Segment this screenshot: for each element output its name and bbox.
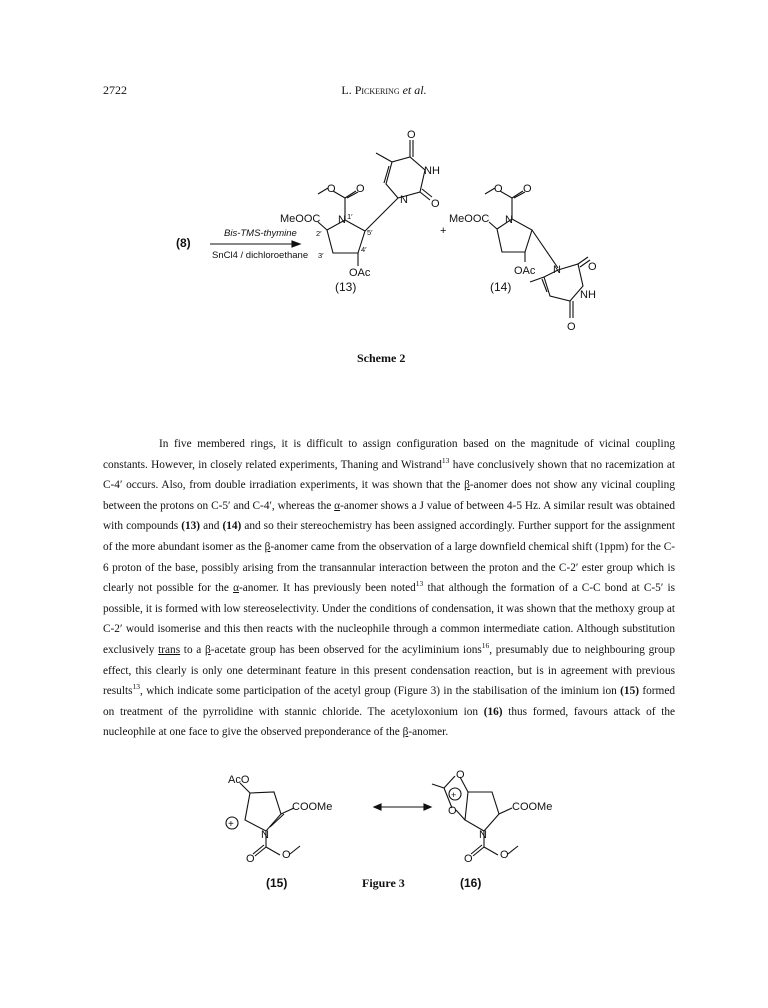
c13-number: (13) [335, 280, 357, 294]
text-run: thus formed, favours attack of the nucleophile at one face to give the observed preponderance of the [103, 705, 675, 739]
c14-meooc: MeOOC [449, 213, 490, 225]
c13-pos2: 2′ [316, 229, 322, 238]
running-head-et-al: et al. [402, 83, 427, 97]
c16-o-ester: O [500, 849, 509, 861]
c13-n-label: N [338, 214, 346, 226]
text-run: -anomer. [408, 726, 449, 739]
c16-o-carbonyl: O [464, 853, 473, 865]
underlined-term: β [264, 540, 271, 553]
c14-base-nh: NH [580, 289, 596, 301]
running-head-author: L. Pickering [341, 83, 400, 97]
text-run: and so their stereochemistry has been assigned accordingly. Further support for the assignment of the more abundant isomer as the [103, 520, 675, 553]
c13-base-n: N [400, 194, 408, 206]
text-run: -anomer came from the observation of a large downfield chemical shift (1ppm) for the C-6 proton of the base, possibly arising from the transannular interaction between the proton and the C-2′ ester group which is clearly not possible for the [103, 540, 675, 595]
underlined-term: α [233, 582, 239, 595]
figure-3 [0, 750, 768, 890]
reagent-top: Bis-TMS-thymine [224, 228, 297, 239]
reference-superscript: 13 [415, 579, 424, 589]
c14-o-carbonyl: O [523, 183, 532, 195]
c13-base-nh: NH [424, 165, 440, 177]
compound-reference: (15) [620, 685, 639, 698]
text-run: and [200, 520, 223, 533]
compound-reference: (16) [483, 705, 503, 718]
c15-aco: AcO [228, 774, 250, 786]
reagent-bottom: SnCl4 / dichloroethane [212, 250, 309, 261]
text-run: -anomer. It has previously been noted [238, 582, 416, 595]
c14-o-ester: O [494, 183, 503, 195]
c13-meooc: MeOOC [280, 213, 321, 225]
c16-n: N [479, 829, 487, 841]
text-run: , which indicate some participation of the acetyl group (Figure 3) in the stabilisation of the iminium ion [140, 685, 621, 698]
page-number: 2722 [103, 83, 127, 97]
c13-o-carbonyl: O [356, 183, 365, 195]
c16-number: (16) [460, 876, 482, 890]
text-run: -anomer does not show any vicinal coupling between the protons on C-5′ and C-4′, whereas the [103, 479, 675, 512]
c16-o-top: O [456, 769, 465, 781]
underlined-term: β [204, 643, 211, 656]
text-run: -acetate group has been observed for the acyliminium ions [210, 643, 482, 656]
scheme-2-figure [0, 0, 768, 380]
c16-coome: COOMe [512, 801, 553, 813]
c13-pos4: 4′ [361, 245, 367, 254]
body-paragraph [103, 434, 675, 743]
text-run: that although the formation of a C-C bond at C-5′ is possible, it is formed with low stereoselectivity. Under the conditions of condensation, it was shown that the methoxy group at C-2′ would isomerise and this then reacts with the nucleophile through a common intermediate cation. Although substitution exclusively [103, 582, 675, 656]
c13-pos5: 5′ [367, 228, 373, 237]
text-run: formed on treatment of the pyrrolidine with stannic chloride. The acetyloxonium ion [103, 685, 675, 718]
c14-base-o: O [588, 261, 597, 273]
figure-3-caption: Figure 3 [362, 876, 405, 890]
c16-o-left: O [448, 805, 457, 817]
reference-superscript: 13 [132, 682, 140, 692]
c14-number: (14) [490, 280, 512, 294]
c15-coome: COOMe [292, 801, 333, 813]
text-run: have conclusively shown that no racemization at C-4′ occurs. Also, from double irradiation experiments, it was shown that the [103, 458, 675, 492]
text-run: In five membered rings, it is difficult to assign configuration based on the magnitude of vicinal coupling constants. However, in closely related experiments, Thaning and Wistrand [103, 438, 675, 471]
compound-reference: (13) [181, 520, 201, 533]
reference-superscript: 16 [481, 641, 490, 651]
text-run: to a [180, 643, 205, 656]
compound-reference: (14) [222, 520, 242, 533]
c15-plus: + [228, 819, 234, 830]
start-compound-label: (8) [176, 236, 191, 250]
c16-plus: + [451, 790, 457, 800]
c15-o-ester: O [282, 849, 291, 861]
c13-base-o: O [431, 198, 440, 210]
scheme-2-caption: Scheme 2 [357, 351, 406, 365]
plus-sign: + [440, 225, 447, 237]
c14-oac: OAc [514, 265, 536, 277]
c14-base-n: N [553, 264, 561, 276]
c13-base-o-top: O [407, 129, 416, 141]
c15-n: N [261, 829, 269, 841]
underlined-term: β [402, 726, 409, 739]
reference-superscript: 13 [441, 455, 450, 465]
c14-base-o-bottom: O [567, 321, 576, 333]
c14-n-label: N [505, 214, 513, 226]
c15-number: (15) [266, 876, 288, 890]
text-run: , presumably due to neighbouring group effect, this clearly is only one determinant feature in this present condensation reaction, but is in agreement with previous results [103, 643, 675, 698]
c13-o-ester: O [327, 183, 336, 195]
c13-n-prime: 1′ [347, 212, 353, 221]
c13-pos3: 3′ [318, 251, 324, 260]
underlined-term: trans [158, 643, 181, 656]
underlined-term: α [334, 499, 341, 512]
c15-o-carbonyl: O [246, 853, 255, 865]
c13-oac: OAc [349, 267, 371, 279]
underlined-term: β [464, 479, 470, 492]
text-run: -anomer shows a J value of between 4-5 Hz. A similar result was obtained with compounds [103, 499, 675, 533]
